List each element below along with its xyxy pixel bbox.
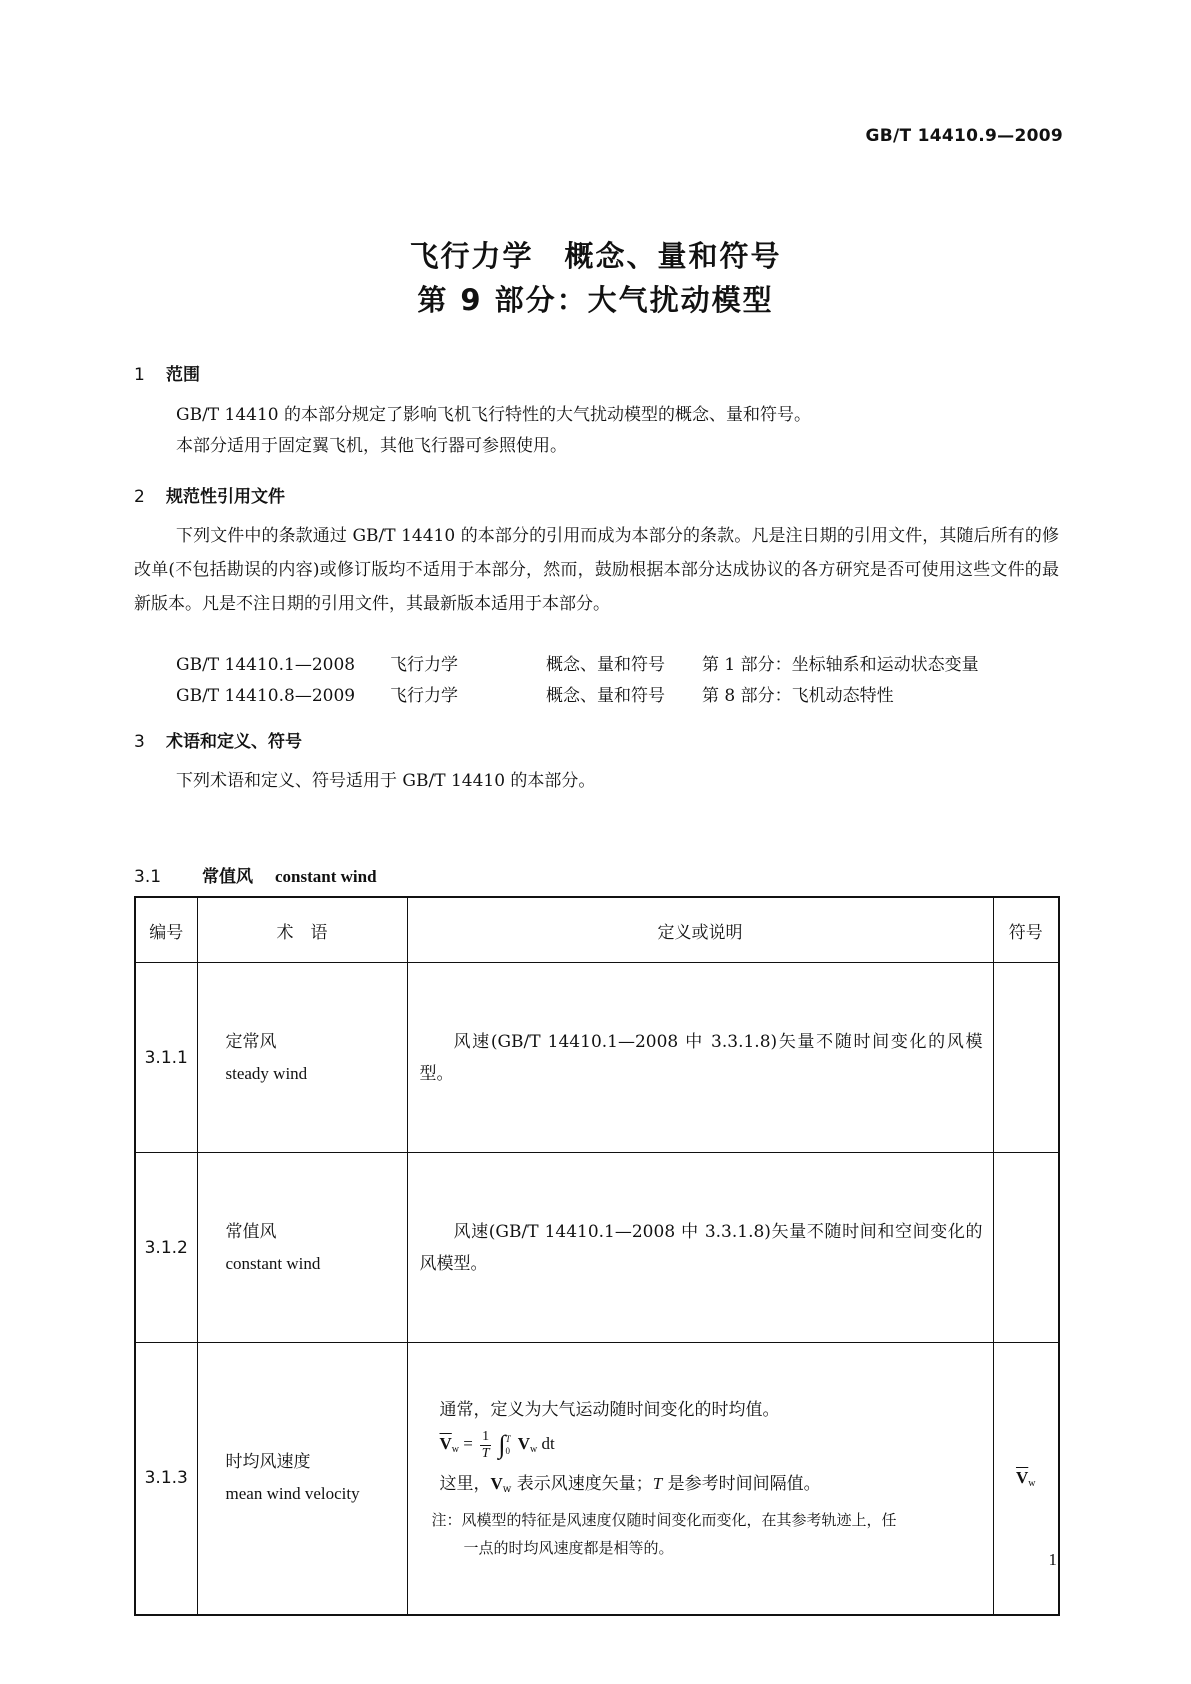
term-en: constant wind xyxy=(225,1253,321,1273)
document-title-line1: 飞行力学 概念、量和符号 xyxy=(409,239,782,273)
definition-cell xyxy=(407,1343,993,1615)
reference-title-part1: 飞行力学 xyxy=(390,686,458,706)
section-3-heading xyxy=(134,727,302,752)
formula-fraction xyxy=(480,1429,491,1462)
formula-lhs-variable: $\overline{V}$ xyxy=(439,1434,452,1454)
formula-differential: dt xyxy=(541,1434,555,1454)
term-number: 3.1.2 xyxy=(135,1153,197,1343)
section-1-paragraph-1: GB/T 14410 的本部分规定了影响飞机飞行特性的大气扰动模型的概念、量和符号。 xyxy=(176,405,812,425)
section-1-heading xyxy=(134,360,200,385)
definition-cell xyxy=(407,963,993,1153)
terms-table xyxy=(134,896,1060,1616)
definition-text: 风速(GB/T 14410.1—2008 中 3.3.1.8)矢量不随时间和空间变化的风模型。 xyxy=(419,1221,983,1274)
definition-text: 风速(GB/T 14410.1—2008 中 3.3.1.8)矢量不随时间变化的风模型。 xyxy=(419,1031,983,1084)
symbol-variable: $\overline{V}$ xyxy=(1015,1467,1029,1487)
column-header-symbol: 符号 xyxy=(993,897,1059,963)
normative-reference-2 xyxy=(176,681,894,706)
column-header-term: 术 语 xyxy=(197,897,407,963)
explanation-suffix: 是参考时间间隔值。 xyxy=(662,1474,821,1495)
reference-title-part2: 概念、量和符号 xyxy=(546,655,665,675)
term-zh: 常值风 xyxy=(225,1221,277,1242)
table-row xyxy=(135,963,1059,1153)
formula-lhs-subscript: w xyxy=(451,1444,460,1456)
explanation-prefix: 这里， xyxy=(439,1474,491,1495)
explanation-middle: 表示风速度矢量； xyxy=(511,1474,653,1495)
note-first-line: 注：风模型的特征是风速度仅随时间变化而变化，在其参考轨迹上，任 xyxy=(431,1511,897,1530)
subsection-number: 3.1 xyxy=(134,867,162,887)
formula-equals: = xyxy=(463,1434,473,1454)
integral-limits xyxy=(505,1433,510,1457)
subsection-title-zh: 常值风 xyxy=(202,867,253,887)
reference-title-part1: 飞行力学 xyxy=(390,655,458,675)
explanation-subscript: w xyxy=(502,1484,512,1496)
term-number: 3.1.3 xyxy=(135,1343,197,1615)
formula-fraction-numerator: 1 xyxy=(482,1428,490,1444)
section-3-paragraph: 下列术语和定义、符号适用于 GB/T 14410 的本部分。 xyxy=(176,771,596,791)
section-number: 3 xyxy=(134,732,145,752)
reference-title-part3: 第 8 部分：飞机动态特性 xyxy=(702,686,894,706)
explanation-variable: V xyxy=(490,1474,503,1494)
mean-wind-formula xyxy=(420,1426,983,1468)
reference-title-part2: 概念、量和符号 xyxy=(546,686,665,706)
document-title-line2: 第 9 部分：大气扰动模型 xyxy=(417,283,774,317)
reference-title-part3: 第 1 部分：坐标轴系和运动状态变量 xyxy=(702,655,979,675)
section-2-paragraph: 下列文件中的条款通过 GB/T 14410 的本部分的引用而成为本部分的条款。凡是注日期的引用文件，其随后所有的修改单(不包括勘误的内容)或修订版均不适用于本部分，然而，鼓励根据本部分达成协议的各方研究是否可使用这些文件的最新版本。凡是不注日期的引用文件，其最新版本适用于本部分。 xyxy=(134,526,1059,614)
definition-text: 通常，定义为大气运动随时间变化的时均值。 xyxy=(439,1400,780,1421)
integral-upper-limit: T xyxy=(505,1434,511,1445)
column-header-number: 编号 xyxy=(135,897,197,963)
symbol-cell xyxy=(993,1153,1059,1343)
reference-code: GB/T 14410.8—2009 xyxy=(176,686,356,706)
subsection-3-1-heading xyxy=(134,862,377,887)
table-header-row xyxy=(135,897,1059,963)
section-number: 2 xyxy=(134,487,145,507)
section-1-paragraph-2: 本部分适用于固定翼飞机，其他飞行器可参照使用。 xyxy=(176,436,567,456)
term-cell xyxy=(197,1343,407,1615)
symbol-subscript: w xyxy=(1028,1477,1036,1489)
formula-integrand-variable: V xyxy=(517,1434,531,1454)
term-number: 3.1.1 xyxy=(135,963,197,1153)
section-2-heading xyxy=(134,482,285,507)
term-en: steady wind xyxy=(225,1063,308,1083)
normative-reference-1 xyxy=(176,650,979,675)
definition-note xyxy=(420,1506,983,1562)
section-number: 1 xyxy=(134,365,145,385)
table-row xyxy=(135,1343,1059,1615)
note-continuation: 一点的时均风速度都是相等的。 xyxy=(463,1539,674,1558)
symbol-cell xyxy=(993,1343,1059,1615)
definition-cell xyxy=(407,1153,993,1343)
explanation-time-variable: T xyxy=(652,1474,663,1494)
formula-integrand-subscript: w xyxy=(530,1444,538,1456)
symbol-cell xyxy=(993,963,1059,1153)
integral-sign-icon: ∫ xyxy=(498,1430,506,1460)
term-zh: 定常风 xyxy=(225,1031,277,1052)
section-title: 规范性引用文件 xyxy=(166,487,285,507)
term-en: mean wind velocity xyxy=(225,1484,360,1504)
definition-variable-explanation xyxy=(420,1468,983,1506)
page-number: 1 xyxy=(1048,1550,1057,1569)
table-row xyxy=(135,1153,1059,1343)
column-header-definition: 定义或说明 xyxy=(407,897,993,963)
term-zh: 时均风速度 xyxy=(225,1452,311,1473)
standard-code: GB/T 14410.9—2009 xyxy=(865,126,1063,146)
subsection-title-en: constant wind xyxy=(275,867,377,886)
term-cell xyxy=(197,1153,407,1343)
formula-fraction-denominator: T xyxy=(481,1445,490,1461)
term-cell xyxy=(197,963,407,1153)
section-title: 术语和定义、符号 xyxy=(166,732,302,752)
integral-lower-limit: 0 xyxy=(505,1446,510,1457)
section-title: 范围 xyxy=(166,365,200,385)
reference-code: GB/T 14410.1—2008 xyxy=(176,655,356,675)
